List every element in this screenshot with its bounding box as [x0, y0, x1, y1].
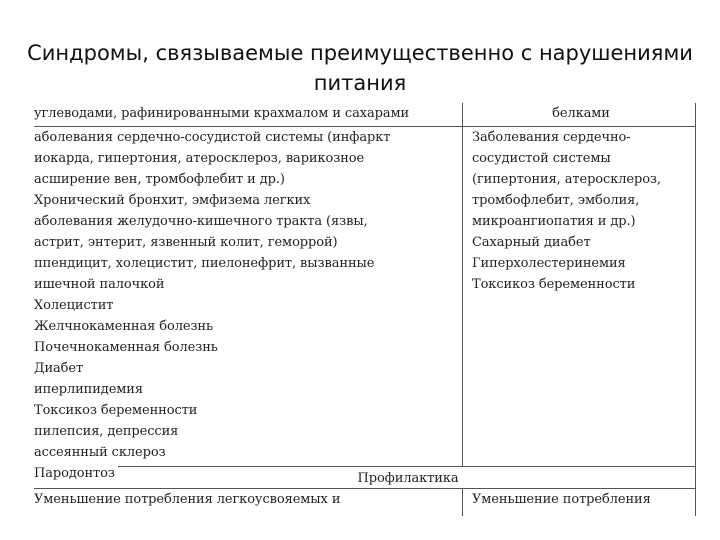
prophylaxis-header: Профилактика [357, 471, 459, 486]
list-item: Холецистит [34, 298, 114, 313]
list-item: иокарда, гипертония, атеросклероз, варикозное [34, 151, 365, 166]
prophylaxis-proteins: Уменьшение потребления [472, 492, 651, 507]
list-item: микроангиопатия и др.) [472, 214, 636, 229]
protein-syndromes-list [472, 127, 696, 295]
header-proteins: белками [552, 106, 610, 121]
header-carbohydrates: углеводами, рафинированными крахмалом и сахарами [34, 106, 410, 121]
list-item: ишечной палочкой [34, 277, 165, 292]
list-item: асширение вен, тромбофлебит и др.) [34, 172, 285, 187]
list-item: аболевания сердечно-сосудистой системы (инфаркт [34, 130, 391, 145]
list-item: ассеянный склероз [34, 445, 166, 460]
list-item: Токсикоз беременности [34, 403, 198, 418]
list-item: ппендицит, холецистит, пиелонефрит, вызванные [34, 256, 375, 271]
column-divider-lower [462, 488, 463, 516]
slide-title: Синдромы, связываемые преимущественно с нарушениями питания [27, 41, 693, 95]
list-item: Пародонтоз [34, 466, 115, 481]
carbohydrate-syndromes-list [34, 127, 460, 484]
list-item: пилепсия, депрессия [34, 424, 179, 439]
column-divider [462, 103, 463, 467]
list-item: Сахарный диабет [472, 235, 591, 250]
list-item: Токсикоз беременности [472, 277, 636, 292]
list-item: Заболевания сердечно- [472, 130, 631, 145]
list-item: иперлипидемия [34, 382, 143, 397]
list-item: Диабет [34, 361, 84, 376]
list-item: Гиперхолестеринемия [472, 256, 626, 271]
list-item: сосудистой системы [472, 151, 611, 166]
list-item: Желчнокаменная болезнь [34, 319, 213, 334]
list-item: Почечнокаменная болезнь [34, 340, 218, 355]
list-item: (гипертония, атеросклероз, [472, 172, 661, 187]
list-item: Хронический бронхит, эмфизема легких [34, 193, 311, 208]
list-item: тромбофлебит, эмболия, [472, 193, 640, 208]
prophylaxis-carbohydrates: Уменьшение потребления легкоусвояемых и [34, 492, 341, 507]
list-item: астрит, энтерит, язвенный колит, геморрой) [34, 235, 338, 250]
list-item: аболевания желудочно-кишечного тракта (язвы, [34, 214, 368, 229]
